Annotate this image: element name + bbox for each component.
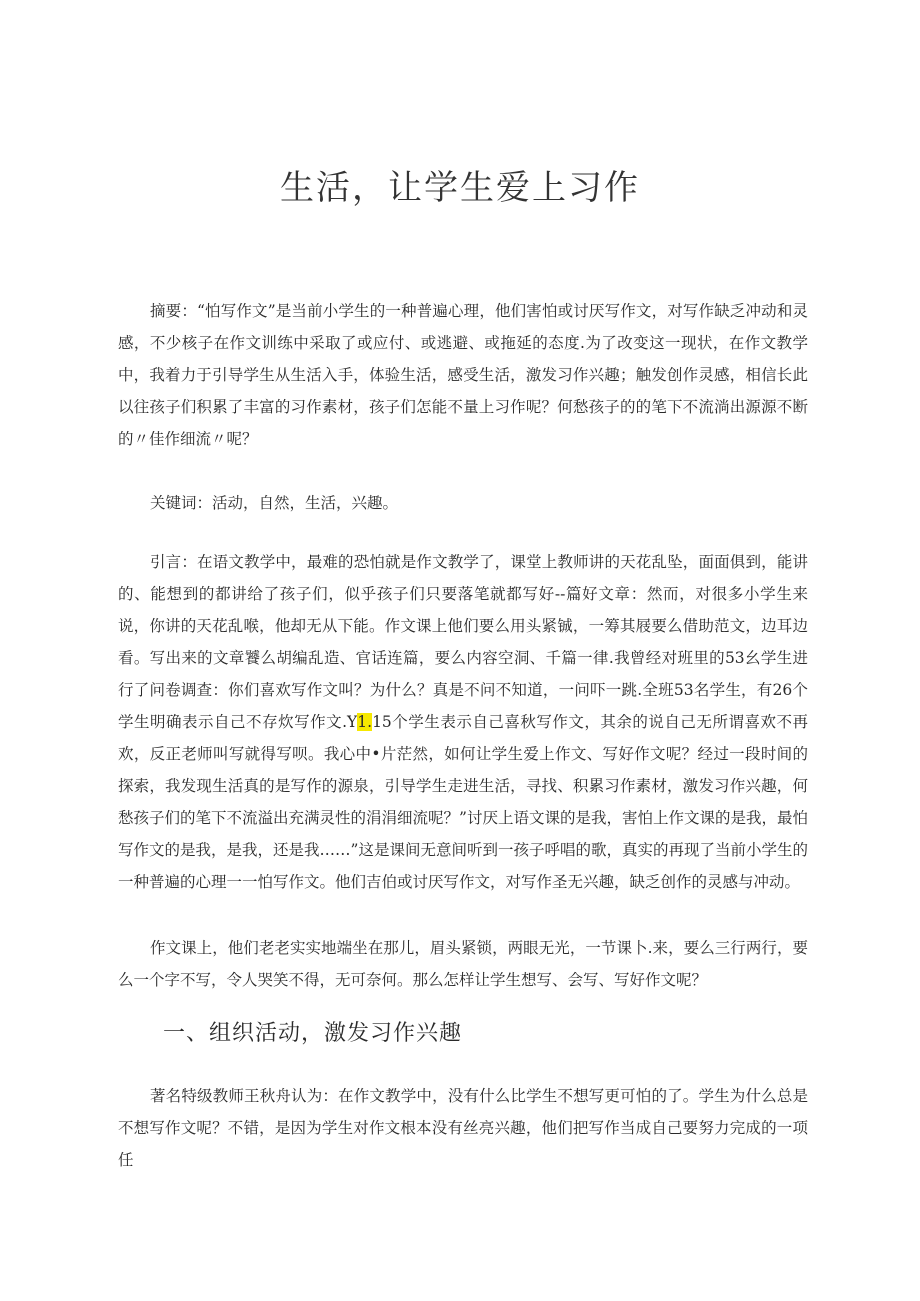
section-heading: 一、组织活动，激发习作兴趣 xyxy=(163,1021,463,1046)
class-paragraph: 作文课上，他们老老实实地端坐在那儿，眉头紧锁，两眼无光，一节课卜.来，要么三行两行，要么一个字不写，令人哭笑不得，无可奈何。那么怎样让学生想写、会写、写好作文呢？ xyxy=(118,939,808,989)
keywords-paragraph: 关键词：活动，自然，生活，兴趣。 xyxy=(150,494,399,512)
document-title: 生活，让学生爱上习作 xyxy=(280,168,640,208)
famous-teacher-paragraph: 著名特级教师王秋舟认为：在作文教学中，没有什么比学生不想写更可怕的了。学生为什么总是不想写作文呢？不错，是因为学生对作文根本没有丝亮兴趣，他们把写作当成自己要努力完成的一项任 xyxy=(118,1087,808,1169)
highlighted-text: 1. xyxy=(357,713,373,731)
intro-text-part2: 15个学生表示自己喜秋写作文，其余的说自己无所谓喜欢不再欢，反正老师叫写就得写呗。我心中•片茫然，如何让学生爱上作文、写好作文呢？经过一段时间的探索，我发现生活真的是写作的源泉，引导学生走进生活，寻找、积累习作素材，激发习作兴趣，何愁孩子们的笔下不流溢出充满灵性的涓涓细流呢？”讨厌上语文课的是我，害怕上作文课的是我，最怕写作文的是我，是我，还是我……”这是课间无意间听到一孩子呼唱的歌，真实的再现了当前小学生的一种普遍的心理一一怕写作文。他们吉伯或讨厌写作文，对写作圣无兴趣，缺乏创作的灵感与冲动。 xyxy=(118,713,808,891)
intro-paragraph xyxy=(118,546,808,898)
abstract-paragraph: 摘要：“怕写作文”是当前小学生的一种普遍心理，他们害怕或讨厌写作文，对写作缺乏冲动和灵感，不少核子在作文训练中采取了或应付、或逃避、或拖延的态度.为了改变这一现状，在作文教学中，我着力于引导学生从生活入手，体验生活，感受生活，激发习作兴趣；触发创作灵感，相信长此以往孩子们积累了丰富的习作素材，孩子们怎能不量上习作呢？何愁孩子的的笔下不流淌出源源不断的〃佳作细流〃呢？ xyxy=(118,302,808,448)
intro-text-part1: 引言：在语文教学中，最难的恐怕就是作文教学了，课堂上教师讲的天花乱坠，面面俱到，能讲的、能想到的都讲给了孩子们，似乎孩子们只要落笔就都写好--篇好文章：然而，对很多小学生来说，你讲的天花乱喉，他却无从下能。作文课上他们要么用头紧铖，一筹其屐要么借助范文，边耳边看。写出来的文章饕么胡编乱造、官话连篇，要么内容空洞、千篇一律.我曾经对班里的53幺学生进行了问卷调查：你们喜欢写作文叫？为什么？真是不问不知道，一问吓一跳.全班53名学生，有26个学生明确表示自己不存炊写作文.Y xyxy=(118,553,808,731)
